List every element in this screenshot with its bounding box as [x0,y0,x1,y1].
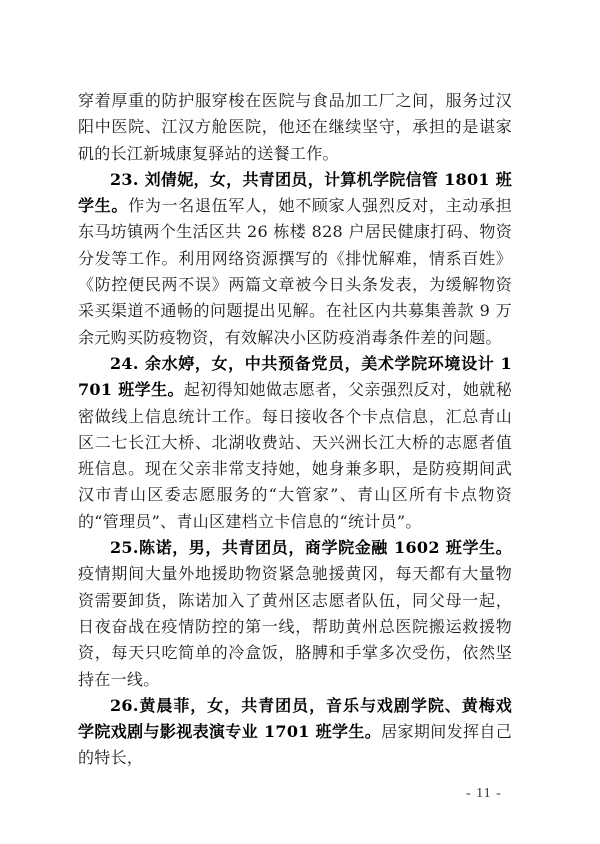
paragraph-heading: 23. 刘倩妮，女，共青团员，计算机学院信管 1801 班学生。 [78,169,512,216]
paragraph-text: 居家期间发挥自己的特长， [78,722,512,768]
paragraph-heading: 26.黄晨菲，女，共青团员，音乐与戏剧学院、黄梅戏学院戏剧与影视表演专业 1701 班学生。 [78,695,512,742]
paragraph-item-25 [78,535,512,693]
paragraph-item-26 [78,693,512,772]
paragraph-item-24 [78,351,512,535]
paragraph-text: 穿着厚重的防护服穿梭在医院与食品加工厂之间，服务过汉阳中医院、江汉方舱医院，他还在继续坚守，承担的是谌家矶的长江新城康复驿站的送餐工作。 [78,91,512,163]
paragraph-text: 作为一名退伍军人，她不顾家人强烈反对，主动承担东马坊镇两个生活区共 26 栋楼 828 户居民健康打码、物资分发等工作。利用网络资源撰写的《排忧解难，情系百姓》《防控便民两不误》两篇文章被今日头条发表，为缓解物资采买渠道不通畅的问题提出见解。在社区内共募集善款 9 万余元购买防疫物资，有效解决小区防疫消毒条件差的问题。 [78,196,512,347]
paragraph-heading: 25.陈诺，男，共青团员，商学院金融 1602 班学生。 [110,538,512,558]
page-number: - 11 - [466,786,502,801]
paragraph-continuation [78,88,512,167]
paragraph-text: 疫情期间大量外地援助物资紧急驰援黄冈，每天都有大量物资需要卸货，陈诺加入了黄州区志愿者队伍，同父母一起，日夜奋战在疫情防控的第一线，帮助黄州总医院搬运救援物资，每天只吃简单的冷盒饭，胳膊和手掌多次受伤，依然坚持在一线。 [78,564,512,689]
paragraph-heading: 24. 余水婷，女，中共预备党员，美术学院环境设计 1701 班学生。 [78,353,512,400]
paragraph-item-23 [78,167,512,351]
document-body [78,88,512,772]
paragraph-text: 起初得知她做志愿者，父亲强烈反对，她就秘密做线上信息统计工作。每日接收各个卡点信息，汇总青山区二七长江大桥、北湖收费站、天兴洲长江大桥的志愿者值班信息。现在父亲非常支持她，她身兼多职，是防疫期间武汉市青山区委志愿服务的“大管家”、青山区所有卡点物资的“管理员”、青山区建档立卡信息的“统计员”。 [78,380,512,531]
